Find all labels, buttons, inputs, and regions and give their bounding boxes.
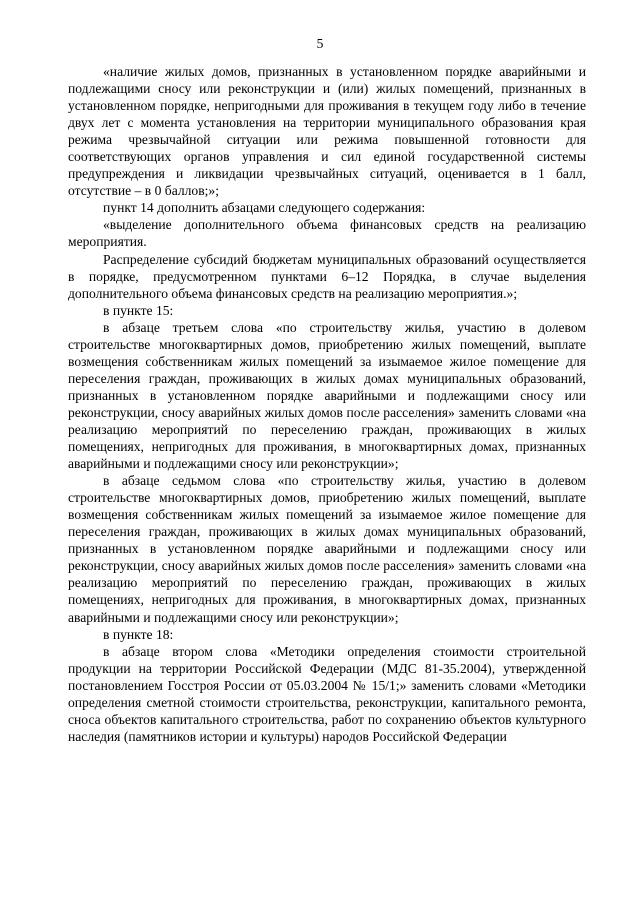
paragraph-seventh-abzats: в абзаце седьмом слова «по строительству жилья, участию в долевом строительстве многоквартирных домов, приобретению жилых помещений, выплате возмещения собственникам жилых помещений за изымаемое жилое помещение для переселения граждан, проживающих в жилых домах муниципальных образований, признанных в установленном порядке аварийными и подлежащими сносу или реконструкции, сносу аварийных жилых домов после расселения» заменить словами «на реализацию мероприятий по переселению граждан, проживающих в жилых помещениях, непригодных для проживания, в многоквартирных домах, признанных аварийными и подлежащими сносу или реконструкции»; <box>68 473 586 625</box>
document-body <box>68 63 586 745</box>
paragraph-subsidy-distribution: Распределение субсидий бюджетам муниципальных образований осуществляется в порядке, предусмотренном пунктами 6–12 Порядка, в случае выделения дополнительного объема финансовых средств на реализацию мероприятия.»; <box>68 251 586 301</box>
paragraph-second-abzats: в абзаце втором слова «Методики определения стоимости строительной продукции на территории Российской Федерации (МДС 81-35.2004), утвержденной постановлением Госстроя России от 05.03.2004 № 15/1;» заменить словами «Методики определения сметной стоимости строительства, реконструкции, капитального ремонта, сноса объектов капитального строительства, работ по сохранению объектов культурного наследия (памятников истории и культуры) народов Российской Федерации <box>68 643 586 744</box>
paragraph-item-14-intro: пункт 14 дополнить абзацами следующего содержания: <box>103 200 426 216</box>
paragraph-criterion-text: «наличие жилых домов, признанных в установленном порядке аварийными и подлежащими сносу или реконструкции и (или) жилых помещений, признанных в установленном порядке, непригодными для проживания в текущем году либо в течение двух лет с момента установления на территории муниципального образования края режима чрезвычайной ситуации или режима повышенной готовности для соответствующих органов управления и сил единой государственной системы предупреждения и ликвидации чрезвычайных ситуаций, оценивается в 1 балл, отсутствие – в 0 баллов;»; <box>68 64 586 199</box>
paragraph-item-18-intro: в пункте 18: <box>103 626 174 642</box>
paragraph-third-abzats: в абзаце третьем слова «по строительству жилья, участию в долевом строительстве многоквартирных домов, приобретению жилых помещений, выплате возмещения собственникам жилых помещений за изымаемое жилое помещение для переселения граждан, проживающих в жилых домах муниципальных образований, признанных в установленном порядке аварийными и подлежащими сносу или реконструкции, сносу аварийных жилых домов после расселения» заменить словами «на реализацию мероприятий по переселению граждан, проживающих в жилых помещениях, непригодных для проживания, в многоквартирных домах, признанных аварийными и подлежащими сносу или реконструкции»; <box>68 319 586 472</box>
page-number: 5 <box>316 36 324 51</box>
paragraph-additional-funding: «выделение дополнительного объема финансовых средств на реализацию мероприятия. <box>68 217 586 250</box>
paragraph-item-15-intro: в пункте 15: <box>103 302 174 318</box>
